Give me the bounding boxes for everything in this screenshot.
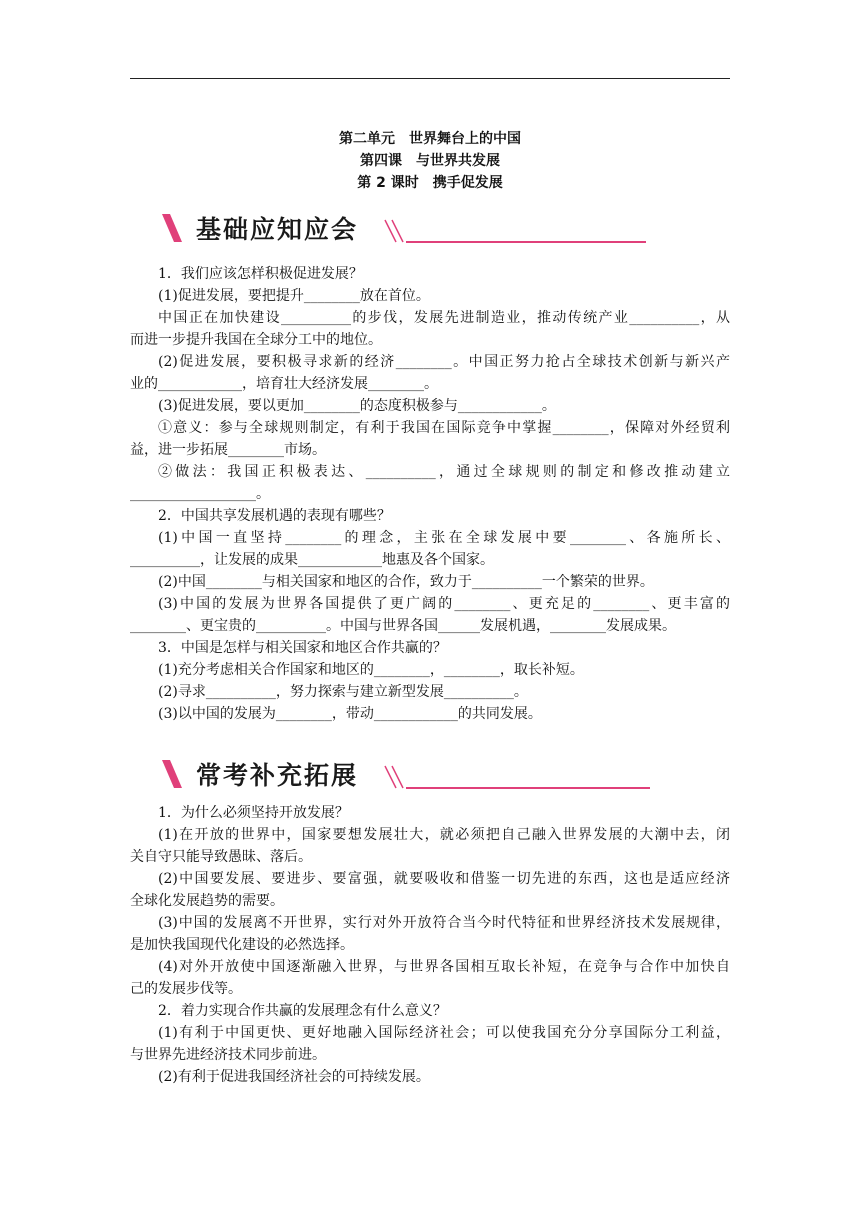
answer-line: (2)寻求__________，努力探索与建立新型发展__________。 — [158, 684, 528, 700]
answer-line: 关自守只能导致愚昧、落后。 — [130, 849, 312, 865]
answer-line: 是加快我国现代化建设的必然选择。 — [130, 937, 354, 953]
answer-line: (1)有利于中国更快、更好地融入国际经济社会；可以使我国充分分享国际分工利益， — [158, 1025, 730, 1041]
answer-line: 而进一步提升我国在全球分工中的地位。 — [130, 332, 382, 348]
banner-underline — [406, 241, 646, 243]
banner-underline — [406, 787, 650, 789]
question-2: 2．着力实现合作共赢的发展理念有什么意义？ — [158, 1003, 447, 1019]
answer-line: __________，让发展的成果____________地惠及各个国家。 — [130, 552, 494, 568]
unit-title: 第二单元 世界舞台上的中国 — [339, 131, 521, 147]
answer-line: 全球化发展趋势的需要。 — [130, 893, 284, 909]
title-block — [130, 128, 730, 194]
answer-line: (3)促进发展，要以更加________的态度积极参与____________。 — [158, 398, 556, 414]
answer-line: 与世界先进经济技术同步前进。 — [130, 1047, 326, 1063]
question-2: 2．中国共享发展机遇的表现有哪些？ — [158, 508, 391, 524]
answer-line: 益，进一步拓展________市场。 — [130, 442, 326, 458]
double-slash-icon — [382, 218, 408, 244]
answer-line: ②做法：我国正积极表达、__________，通过全球规则的制定和修改推动建立 — [158, 464, 730, 480]
section-title: 基础应知应会 — [196, 215, 359, 244]
answer-line: (3)中国的发展离不开世界，实行对外开放符合当今时代特征和世界经济技术发展规律， — [158, 915, 730, 931]
slash-bar-icon — [160, 760, 184, 788]
question-3: 3．中国是怎样与相关国家和地区合作共赢的？ — [158, 640, 447, 656]
question-1: 1．我们应该怎样积极促进发展？ — [158, 266, 363, 282]
answer-line: (1)促进发展，要把提升________放在首位。 — [158, 288, 430, 304]
answer-line: (2)中国________与相关国家和地区的合作，致力于__________一个繁荣的世界。 — [158, 574, 654, 590]
answer-line: (2)有利于促进我国经济社会的可持续发展。 — [158, 1069, 430, 1085]
answer-line: (3)以中国的发展为________，带动____________的共同发展。 — [158, 706, 542, 722]
period-title: 第 2 课时 携手促发展 — [357, 175, 503, 191]
double-slash-icon — [382, 764, 408, 790]
answer-line: ________、更宝贵的__________。中国与世界各国______发展机遇，________发展成果。 — [130, 618, 676, 634]
section2-body — [130, 802, 730, 1088]
answer-line: (1)中国一直坚持________的理念，主张在全球发展中要________、各施所长、 — [158, 530, 730, 546]
section-banner-extension — [160, 754, 660, 794]
section-title: 常考补充拓展 — [196, 761, 359, 790]
answer-line: ①意义：参与全球规则制定，有利于我国在国际竞争中掌握________，保障对外经贸利 — [158, 420, 730, 436]
answer-line: (1)充分考虑相关合作国家和地区的________，________，取长补短。 — [158, 662, 584, 678]
answer-line: 己的发展步伐等。 — [130, 981, 242, 997]
answer-line: __________________。 — [130, 486, 270, 502]
top-rule — [130, 78, 730, 79]
section1-body — [130, 263, 730, 725]
section-banner-basics — [160, 208, 660, 248]
answer-line: 业的____________，培育壮大经济发展________。 — [130, 376, 438, 392]
answer-line: 中国正在加快建设__________的步伐，发展先进制造业，推动传统产业__________，从 — [158, 310, 730, 326]
answer-line: (2)促进发展，要积极寻求新的经济________。中国正努力抢占全球技术创新与新兴产 — [158, 354, 730, 370]
answer-line: (1)在开放的世界中，国家要想发展壮大，就必须把自己融入世界发展的大潮中去，闭 — [158, 827, 730, 843]
question-1: 1．为什么必须坚持开放发展？ — [158, 805, 349, 821]
lesson-title: 第四课 与世界共发展 — [360, 153, 500, 169]
answer-line: (3)中国的发展为世界各国提供了更广阔的________、更充足的________、更丰富的 — [158, 596, 730, 612]
answer-line: (4)对外开放使中国逐渐融入世界，与世界各国相互取长补短，在竞争与合作中加快自 — [158, 959, 730, 975]
slash-bar-icon — [160, 214, 184, 242]
answer-line: (2)中国要发展、要进步、要富强，就要吸收和借鉴一切先进的东西，这也是适应经济 — [158, 871, 730, 887]
